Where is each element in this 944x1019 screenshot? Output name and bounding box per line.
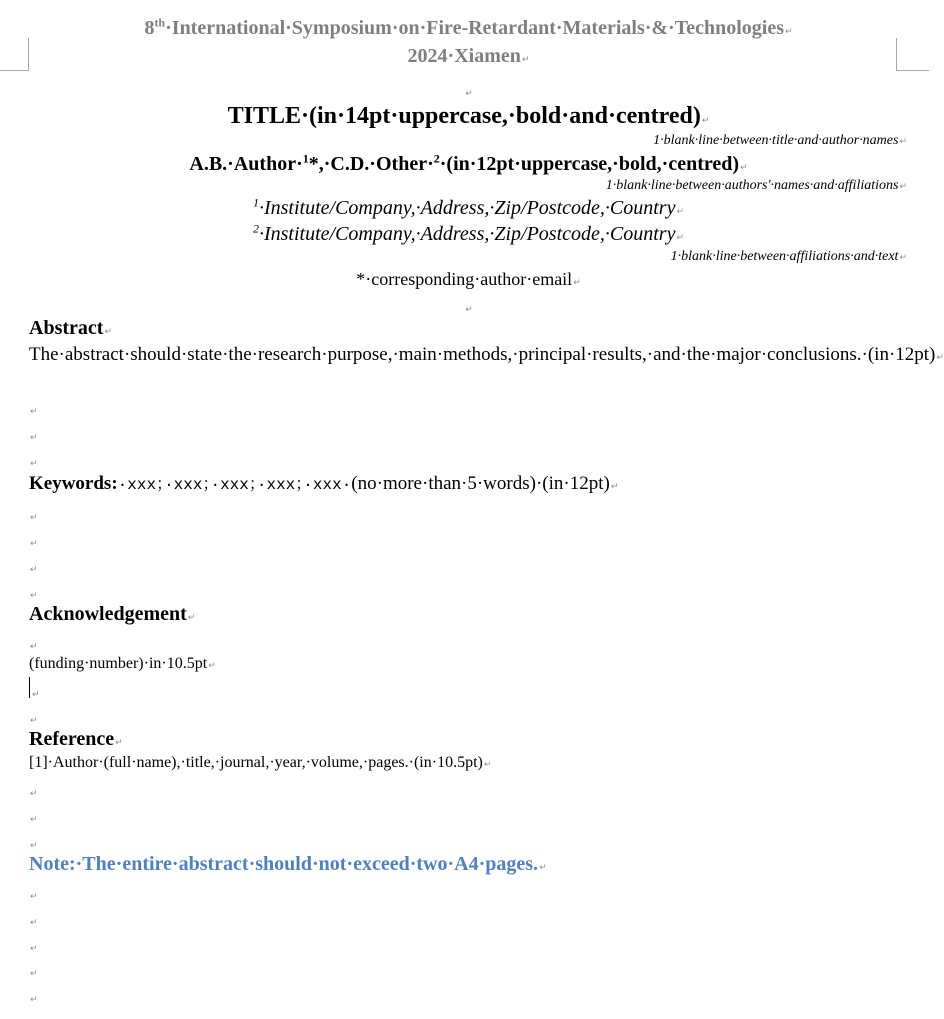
blank-line: ↵ <box>30 407 38 417</box>
note-title-spacing: 1·blank·line·between·title·and·author·names↵ <box>653 133 907 148</box>
blank-line: ↵ <box>30 433 38 443</box>
blank-line: ↵ <box>30 539 38 549</box>
note-affiliation-spacing: 1·blank·line·between·affiliations·and·text↵ <box>670 249 907 264</box>
abstract-text[interactable]: The·abstract·should·state·the·research·purpose,·main·methods,·principal·results,·and·the·major·conclusions.·(in·12pt)↵ <box>29 344 944 365</box>
blank-line: ↵ <box>30 642 38 652</box>
acknowledgement-heading: Acknowledgement↵ <box>29 603 196 625</box>
page-limit-note[interactable]: Note:·The·entire·abstract·should·not·exceed·two·A4·pages.↵ <box>29 853 547 875</box>
blank-line: ↵ <box>30 969 38 979</box>
blank-line: ↵ <box>30 918 38 928</box>
blank-line: ↵ <box>32 690 40 700</box>
reference-item-1[interactable]: [1]·Author·(full·name),·title,·journal,·year,·volume,·pages.·(in·10.5pt)↵ <box>29 754 492 771</box>
affiliation-2[interactable]: $^2$·Institute/Company,·Address,·Zip/Postcode,·Country↵ <box>252 221 684 245</box>
keywords-line[interactable]: Keywords:·xxx；·xxx；·xxx；·xxx；·xxx·(no·more·than·5·words)·(in·12pt)↵ <box>29 473 619 494</box>
blank-line: ↵ <box>30 459 38 469</box>
blank-line: ↵ <box>30 565 38 575</box>
paper-title[interactable]: TITLE·(in·14pt·uppercase,·bold·and·centred)↵ <box>227 103 710 129</box>
reference-heading: Reference↵ <box>29 728 123 750</box>
header-symposium: 8th·International·Symposium·on·Fire-Retardant·Materials·&·Technologies↵ <box>144 15 793 39</box>
blank-line: ↵ <box>30 841 38 851</box>
author-line[interactable]: A.B.·Author·$^1$*,·C.D.·Other·$^2$·(in·12pt·uppercase,·bold,·centred)↵ <box>189 151 748 175</box>
acknowledgement-text[interactable]: (funding·number)·in·10.5pt↵ <box>29 655 216 672</box>
blank-line: ↵ <box>465 305 473 315</box>
corresponding-author[interactable]: *·corresponding·author·email↵ <box>356 269 581 289</box>
blank-line: ↵ <box>30 591 38 601</box>
blank-line: ↵ <box>30 892 38 902</box>
header-year-city: 2024·Xiamen↵ <box>407 45 530 67</box>
abstract-heading: Abstract↵ <box>29 317 112 339</box>
text-cursor <box>29 677 30 698</box>
blank-line: ↵ <box>30 789 38 799</box>
blank-line: ↵ <box>465 89 473 99</box>
affiliation-1[interactable]: $^1$·Institute/Company,·Address,·Zip/Postcode,·Country↵ <box>252 195 684 219</box>
note-author-spacing: 1·blank·line·between·authors'·names·and·affiliations↵ <box>605 178 907 193</box>
blank-line: ↵ <box>30 815 38 825</box>
keywords-items: ·xxx；·xxx；·xxx；·xxx；·xxx· <box>117 476 352 494</box>
blank-line: ↵ <box>30 513 38 523</box>
keywords-label: Keywords: <box>29 473 118 494</box>
blank-line: ↵ <box>30 944 38 954</box>
blank-line: ↵ <box>30 716 38 726</box>
blank-line: ↵ <box>30 995 38 1005</box>
